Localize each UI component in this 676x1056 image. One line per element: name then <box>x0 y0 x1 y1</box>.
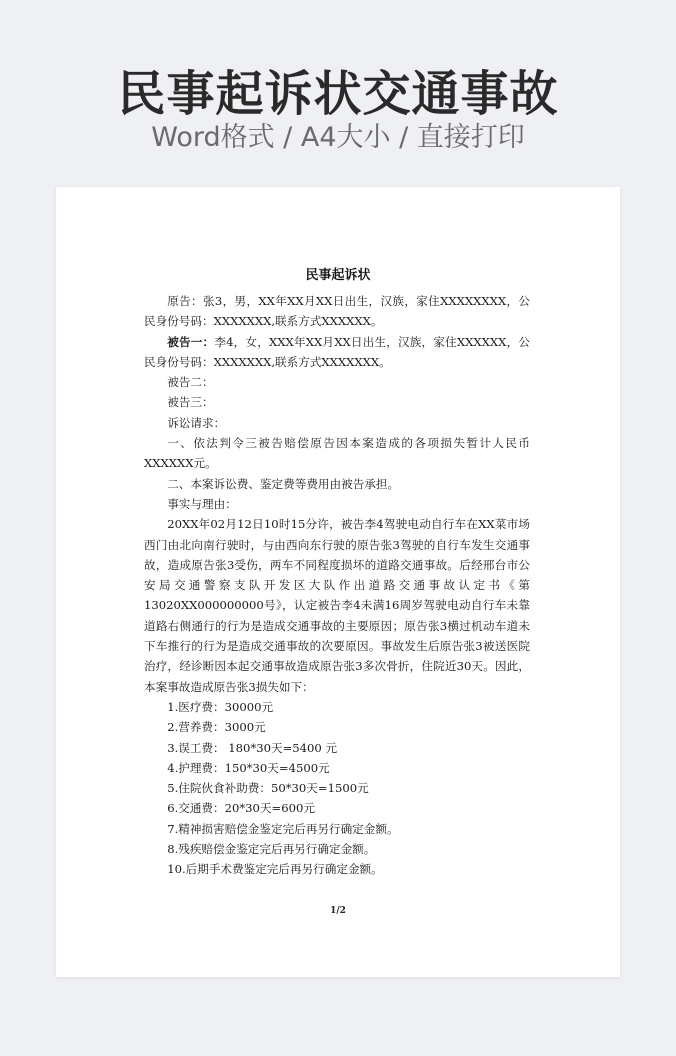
loss-item: 8.残疾赔偿金鉴定完后再另行确定金额。 <box>167 842 376 857</box>
loss-item: 7.精神损害赔偿金鉴定完后再另行确定金额。 <box>167 821 399 836</box>
facts-heading: 事实与理由： <box>167 496 237 511</box>
loss-item: 4.护理费：150*30天=4500元 <box>167 760 330 775</box>
defendant2-paragraph: 被告二： <box>167 375 214 390</box>
loss-item: 2.营养费：3000元 <box>167 720 266 735</box>
defendant1-paragraph <box>144 332 530 373</box>
banner-title: 民事起诉状交通事故 <box>117 66 559 122</box>
banner-subtitle: Word格式 / A4大小 / 直接打印 <box>151 122 525 153</box>
defendant1-label: 被告一： <box>167 334 215 349</box>
claims-heading: 诉讼请求： <box>167 415 226 430</box>
facts-paragraph: 20XX年02月12日10时15分许，被告李4驾驶电动自行车在XX菜市场西门由北向南行驶时，与由西向东行驶的原告张3驾驶的自行车发生交通事故，造成原告张3受伤，两车不同程度损坏的道路交通事故。后经邢台市公安局交通警察支队开发区大队作出道路交通事故认定书《第13020XX000000000号》，认定被告李4未满16周岁驾驶电动自行车未靠道路右侧通行的行为是造成交通事故的主要原因；原告张3横过机动车道未下车推行的行为是造成交通事故的次要原因。事故发生后原告张3被送医院治疗，经诊断因本起交通事故造成原告张3多次骨折，住院近30天。因此，本案事故造成原告张3损失如下： <box>144 517 530 694</box>
loss-item: 6.交通费：20*30天=600元 <box>167 801 315 816</box>
loss-item: 1.医疗费：30000元 <box>167 699 274 714</box>
document-title: 民事起诉状 <box>305 268 371 283</box>
defendant3-paragraph: 被告三： <box>167 395 214 410</box>
loss-item: 3.误工费： 180*30天=5400 元 <box>167 740 338 755</box>
loss-item: 5.住院伙食补助费：50*30天=1500元 <box>167 781 369 796</box>
claim-item: 二、本案诉讼费、鉴定费等费用由被告承担。 <box>167 476 400 491</box>
plaintiff-paragraph: 原告：张3，男，XX年XX月XX日出生，汉族，家住XXXXXXXX，公民身份号码：XXXXXXX,联系方式XXXXXX。 <box>144 294 530 329</box>
page-number: 1/2 <box>330 906 346 916</box>
defendant1-text: 李4，女，XXX年XX月XX日出生，汉族，家住XXXXXX，公民身份号码：XXXXXXX,联系方式XXXXXXX。 <box>144 334 530 369</box>
document-body <box>144 291 530 880</box>
claim-item: 一、依法判令三被告赔偿原告因本案造成的各项损失暂计人民币XXXXXX元。 <box>144 436 530 471</box>
loss-item: 10.后期手术费鉴定完后再另行确定金额。 <box>167 862 383 877</box>
document-page <box>56 187 620 977</box>
